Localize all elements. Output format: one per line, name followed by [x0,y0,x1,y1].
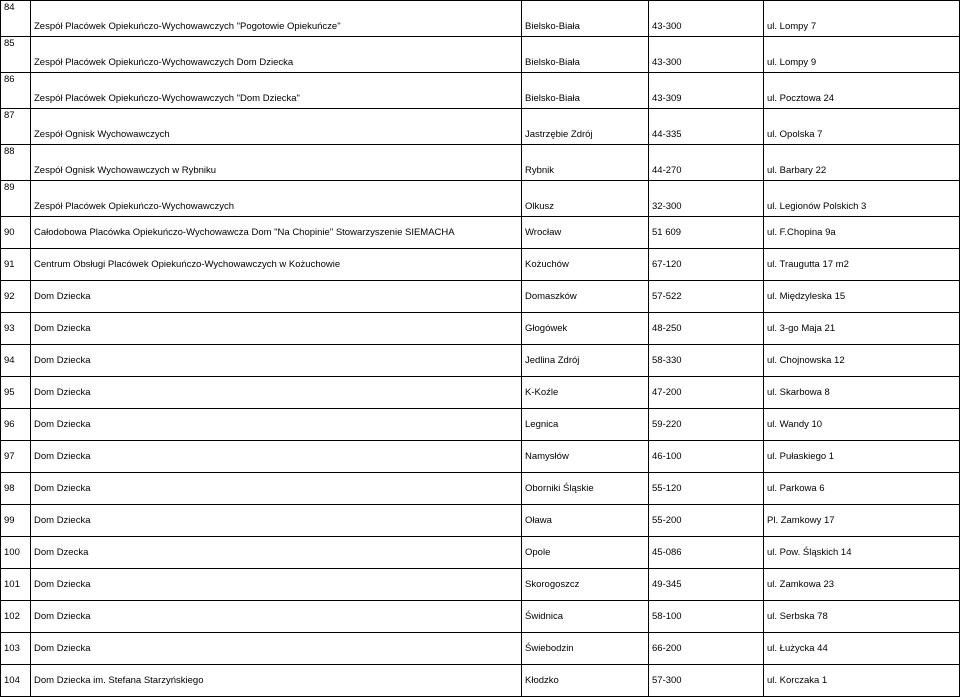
institution-name: Zespół Placówek Opiekuńczo-Wychowawczych "Dom Dziecka" [31,73,522,109]
city: Bielsko-Biała [522,37,649,73]
institution-name: Zespół Placówek Opiekuńczo-Wychowawczych Dom Dziecka [31,37,522,73]
institution-name: Dom Dziecka [31,377,522,409]
institution-name: Dom Dziecka [31,409,522,441]
table-row [1,505,960,537]
institution-name: Dom Dziecka [31,345,522,377]
city: Świdnica [522,601,649,633]
row-number: 90 [1,217,31,249]
table-row [1,249,960,281]
table-row [1,281,960,313]
row-number: 94 [1,345,31,377]
street-address: ul. Traugutta 17 m2 [764,249,960,281]
postal-code: 44-335 [649,109,764,145]
street-address: ul. Lompy 9 [764,37,960,73]
street-address: ul. Korczaka 1 [764,665,960,697]
row-number: 91 [1,249,31,281]
institution-name: Zespół Ognisk Wychowawczych w Rybniku [31,145,522,181]
street-address: ul. F.Chopina 9a [764,217,960,249]
street-address: ul. 3-go Maja 21 [764,313,960,345]
row-number: 85 [1,37,31,73]
institution-name: Zespół Ognisk Wychowawczych [31,109,522,145]
postal-code: 55-200 [649,505,764,537]
city: Opole [522,537,649,569]
street-address: ul. Zamkowa 23 [764,569,960,601]
postal-code: 47-200 [649,377,764,409]
street-address: ul. Parkowa 6 [764,473,960,505]
table-row [1,377,960,409]
institution-name: Dom Dziecka im. Stefana Starzyńskiego [31,665,522,697]
city: Bielsko-Biała [522,1,649,37]
postal-code: 49-345 [649,569,764,601]
table-row [1,73,960,109]
table-row [1,109,960,145]
street-address: ul. Chojnowska 12 [764,345,960,377]
row-number: 95 [1,377,31,409]
institution-name: Całodobowa Placówka Opiekuńczo-Wychowawcza Dom "Na Chopinie" Stowarzyszenie SIEMACHA [31,217,522,249]
row-number: 102 [1,601,31,633]
institution-name: Centrum Obsługi Placówek Opiekuńczo-Wychowawczych w Kożuchowie [31,249,522,281]
street-address: ul. Pocztowa 24 [764,73,960,109]
street-address: ul. Lompy 7 [764,1,960,37]
table-row [1,37,960,73]
table-row [1,345,960,377]
postal-code: 59-220 [649,409,764,441]
street-address: ul. Wandy 10 [764,409,960,441]
institution-name: Dom Dziecka [31,473,522,505]
city: Kożuchów [522,249,649,281]
postal-code: 43-300 [649,1,764,37]
institution-name: Dom Dziecka [31,313,522,345]
postal-code: 58-100 [649,601,764,633]
row-number: 86 [1,73,31,109]
city: Głogówek [522,313,649,345]
row-number: 87 [1,109,31,145]
city: Legnica [522,409,649,441]
table-row [1,145,960,181]
postal-code: 51 609 [649,217,764,249]
city: Wrocław [522,217,649,249]
institution-name: Dom Dziecka [31,569,522,601]
postal-code: 57-522 [649,281,764,313]
city: Domaszków [522,281,649,313]
street-address: ul. Pułaskiego 1 [764,441,960,473]
postal-code: 58-330 [649,345,764,377]
row-number: 103 [1,633,31,665]
row-number: 96 [1,409,31,441]
table-row [1,1,960,37]
postal-code: 43-309 [649,73,764,109]
postal-code: 45-086 [649,537,764,569]
table-row [1,537,960,569]
city: Jedlina Zdrój [522,345,649,377]
row-number: 93 [1,313,31,345]
row-number: 92 [1,281,31,313]
postal-code: 46-100 [649,441,764,473]
institution-name: Zespół Placówek Opiekuńczo-Wychowawczych "Pogotowie Opiekuńcze" [31,1,522,37]
row-number: 100 [1,537,31,569]
institution-name: Dom Dzecka [31,537,522,569]
city: Kłodzko [522,665,649,697]
city: Bielsko-Biała [522,73,649,109]
city: Olkusz [522,181,649,217]
city: Oława [522,505,649,537]
street-address: ul. Skarbowa 8 [764,377,960,409]
city: K-Koźle [522,377,649,409]
institution-name: Dom Dziecka [31,281,522,313]
institution-name: Zespół Placówek Opiekuńczo-Wychowawczych [31,181,522,217]
row-number: 98 [1,473,31,505]
table-row [1,601,960,633]
institution-name: Dom Dziecka [31,601,522,633]
street-address: ul. Opolska 7 [764,109,960,145]
table-row [1,409,960,441]
table-row [1,441,960,473]
row-number: 99 [1,505,31,537]
postal-code: 48-250 [649,313,764,345]
table-row [1,665,960,697]
street-address: ul. Łużycka 44 [764,633,960,665]
city: Oborniki Śląskie [522,473,649,505]
table-row [1,181,960,217]
institution-name: Dom Dziecka [31,505,522,537]
street-address: ul. Pow. Śląskich 14 [764,537,960,569]
city: Rybnik [522,145,649,181]
postal-code: 44-270 [649,145,764,181]
row-number: 104 [1,665,31,697]
city: Jastrzębie Zdrój [522,109,649,145]
table-row [1,217,960,249]
row-number: 89 [1,181,31,217]
row-number: 97 [1,441,31,473]
table-row [1,313,960,345]
table-row [1,569,960,601]
row-number: 101 [1,569,31,601]
postal-code: 32-300 [649,181,764,217]
street-address: Pl. Zamkowy 17 [764,505,960,537]
institution-name: Dom Dziecka [31,633,522,665]
city: Skorogoszcz [522,569,649,601]
street-address: ul. Legionów Polskich 3 [764,181,960,217]
city: Namysłów [522,441,649,473]
postal-code: 57-300 [649,665,764,697]
postal-code: 55-120 [649,473,764,505]
postal-code: 66-200 [649,633,764,665]
table-row [1,633,960,665]
row-number: 84 [1,1,31,37]
street-address: ul. Barbary 22 [764,145,960,181]
row-number: 88 [1,145,31,181]
city: Świebodzin [522,633,649,665]
table-row [1,473,960,505]
street-address: ul. Serbska 78 [764,601,960,633]
institution-name: Dom Dziecka [31,441,522,473]
postal-code: 43-300 [649,37,764,73]
postal-code: 67-120 [649,249,764,281]
street-address: ul. Międzyleska 15 [764,281,960,313]
